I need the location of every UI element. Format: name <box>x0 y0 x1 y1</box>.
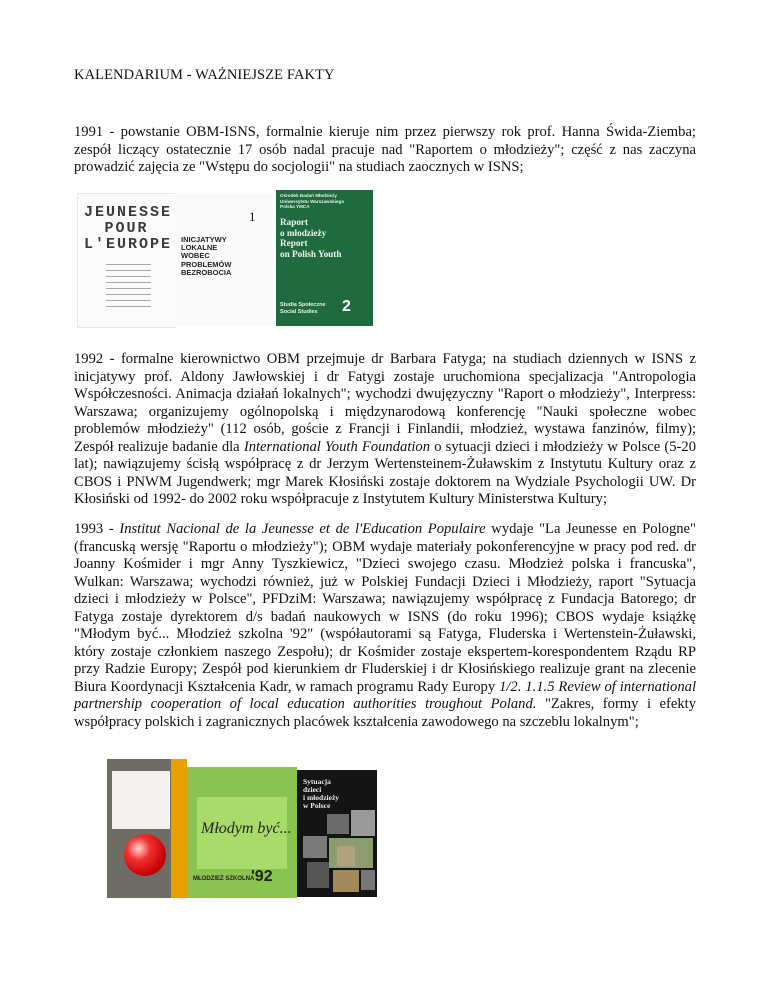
p2-text-b: o sytuacji dzieci i młodzieży w Polsce (5-20 lat); nawiązujemy ścisłą współpracę z dr Jerzym Wertensteinem-Żuławskim z Instytutu Kultury oraz z CBOS i PNWM Jugendwerk; mgr Marek Kłosiński zostaje doktorem na Wydziale Psychologii UW. Dr Kłosiński od 1992- do 2002 roku współpracuje z Instytutem Kultury Ministerstwa Kultury; <box>74 438 697 507</box>
cover-3-series: Studia Społeczne Social Studies <box>280 302 326 315</box>
cover-raport-o-mlodziezy <box>276 190 373 326</box>
cover-3-title: Raport o młodzieży Report on Polish Youth <box>280 217 342 259</box>
cover-3-header: Ośrodek Badań Młodzieży Uniwersytetu Warszawskiego Polska YMCA <box>280 193 345 209</box>
cover-5-subtitle: MŁODZIEŻ SZKOLNA <box>193 876 255 882</box>
cover-sytuacja-dzieci <box>297 770 377 897</box>
cover-2-title: INICJATYWY LOKALNE WOBEC PROBLEMÓW BEZROBOCIA <box>181 235 232 277</box>
cover-5-title: Młodym być... <box>201 820 292 837</box>
cover-6-photo-collage <box>297 770 377 897</box>
p2-text-a: 1992 - formalne kierownictwo OBM przejmuje dr Barbara Fatyga; na studiach dziennych w ISNS z inicjatywy prof. Aldony Jawłowskiej i dr Fatygi zostaje uruchomiona specjalizacja "Antropologia Współczesności. Animacja działań lokalnych"; wychodzi dwujęzyczny "Raport o młodzieży", Interpress: Warszawa; organizujemy ogólnopolską i międzynarodową konferencję "Nauki społeczne wobec problemów młodzieży" (112 osób, goście z Francji i Finlandii, młodzież, wystawa fanzinów, filmy); Zespół realizuje badanie dla <box>74 351 696 455</box>
cover-2-number: 1 <box>249 209 256 224</box>
paragraph-1991: 1991 - powstanie OBM-ISNS, formalnie kieruje nim przez pierwszy rok prof. Hanna Świda-Ziemba; zespół liczący ostatecznie 17 osób nadal pracuje nad "Raportem o młodzieży"; część z nas zaczyna prowadzić zajęcia ze "Wstępu do socjologii" na studiach zaocznych w ISNS; <box>74 124 696 175</box>
p3-text-c: "Zakres, formy i efekty współpracy polskich i zagranicznych placówek kształcenia zawodowego na szczeblu lokalnym"; <box>74 696 697 730</box>
cover-6-title: Sytuacja dzieci i młodzieży w Polsce <box>303 777 340 810</box>
cover-jeunesse-pour-leurope <box>77 193 176 328</box>
cover-1-lines <box>106 264 151 312</box>
p3-text-b: wydaje "La Jeunesse en Pologne" (francuską wersję "Raportu o młodzieży"); OBM wydaje materiały pokonferencyjne w pracy pod red. dr Joanny Kośmider i mgr Anny Tyszkiewicz, "Dzieci swojego czasu. Młodzież polska i francuska", Wulkan: Warszawa; wychodzi również, już w Polskiej Fundacji Dzieci i Młodzieży, raport "Sytuacja dzieci i młodzieży w Polsce", PFDziM: Warszawa; nawiązujemy współpracę z Fundacja Batorego; dr Fatyga zostaje dyrektorem d/s badań naukowych w ISNS (do roku 1996); CBOS wydaje książkę "Młodym być... Młodzież szkolna '92" (współautorami są Fatyga, Fluderska i Wertenstein-Żuławski, który zostaje członkiem naszego Zespołu); dr Kośmider zostaje ekspertem-korespondentem Rządu RP przy Radzie Europy; Zespół pod kierunkiem dr Fluderskiej i dr Kłosińskiego realizuje grant na zlecenie Biura Koordynacji Kształcenia Kadr, w ramach programu Rady Europy <box>74 521 696 695</box>
p3-italic-2: 1/2. 1.1.5 Review of international partnership cooperation of local education authorities troughout Poland. <box>74 678 696 712</box>
cover-4-panel <box>112 771 170 829</box>
cover-3-number: 2 <box>342 298 351 315</box>
p3-italic-1: Institut Nacional de la Jeunesse et de l'Education Populaire <box>119 521 486 537</box>
cover-5-year: '92 <box>251 868 273 885</box>
cover-mlodym-byc <box>187 767 297 898</box>
cover-4-red-ball <box>124 834 166 876</box>
cover-1-title: JEUNESSE POUR L'EUROPE <box>84 204 173 253</box>
paragraph-1992 <box>74 351 696 509</box>
cover-dzieci-swojego-czasu <box>107 759 187 898</box>
p2-italic: International Youth Foundation <box>243 438 431 455</box>
cover-inicjatywy-lokalne <box>175 193 272 326</box>
page-heading: KALENDARIUM - WAŻNIEJSZE FAKTY <box>74 67 335 83</box>
p3-text-a: 1993 - <box>74 521 120 537</box>
cover-4-spine-stripe <box>171 759 187 898</box>
paragraph-1993 <box>74 521 696 731</box>
